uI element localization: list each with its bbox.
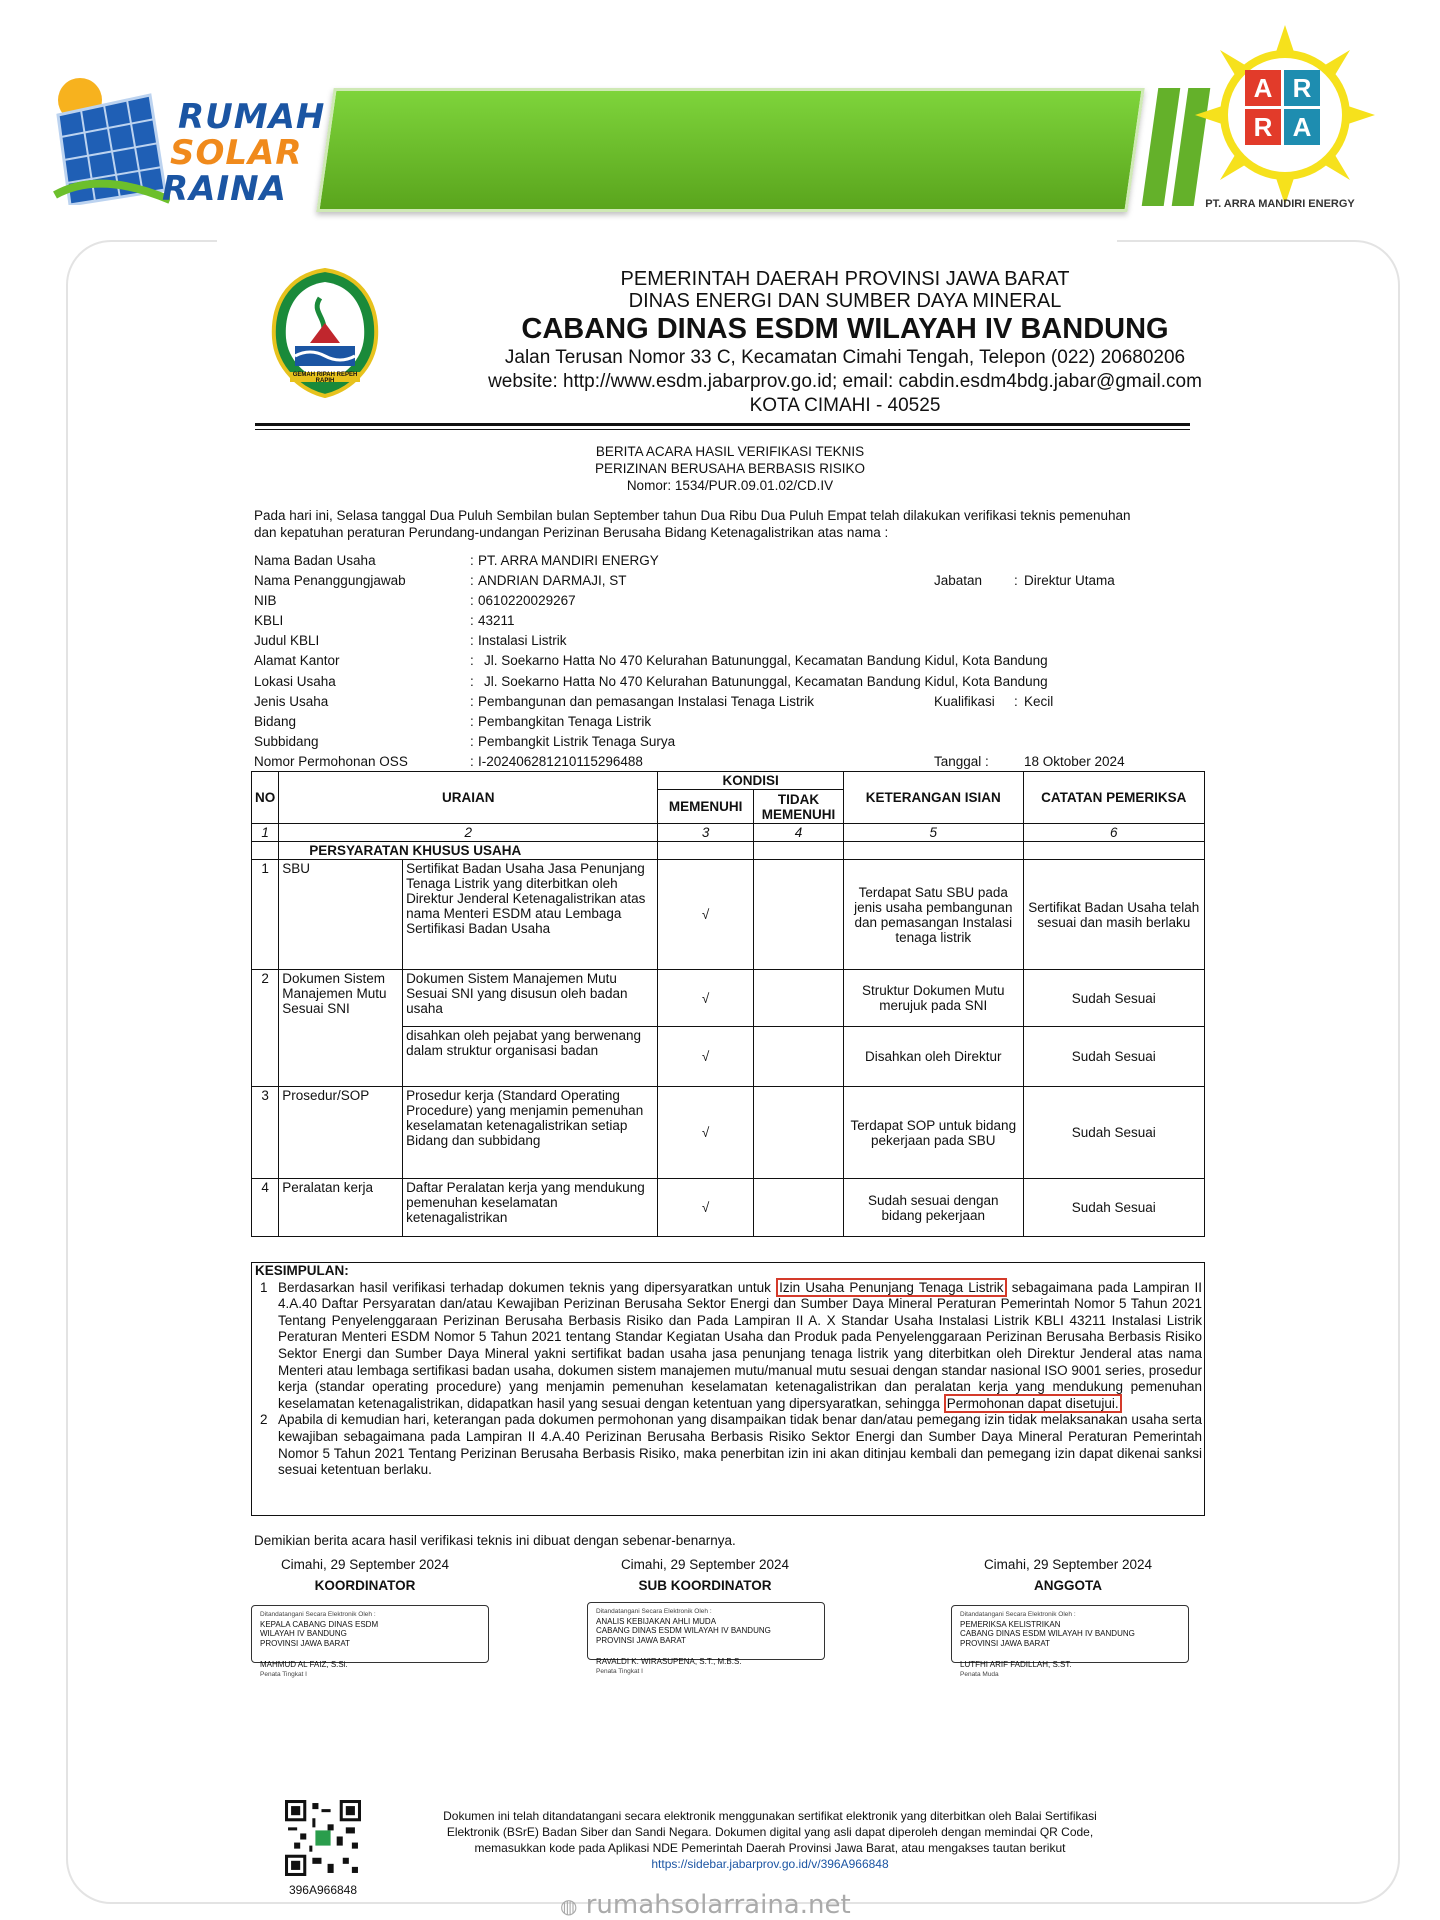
field-label: Bidang	[254, 714, 297, 729]
verification-link[interactable]: https://sidebar.jabarprov.go.id/v/396A966848	[651, 1857, 889, 1871]
arra-letter: A	[1245, 70, 1281, 106]
qr-code-id: 396A966848	[288, 1883, 358, 1897]
field-extra-value: 18 Oktober 2024	[1024, 754, 1125, 769]
header-uraian: URAIAN	[279, 772, 658, 824]
signature-role: KOORDINATOR	[314, 1578, 416, 1593]
column-number: 4	[754, 824, 844, 842]
field-value: Instalasi Listrik	[478, 633, 567, 648]
field-extra-label: Kualifikasi	[934, 694, 995, 709]
header-catatan: CATATAN PEMERIKSA	[1023, 772, 1204, 824]
field-row: Nama Badan Usaha : PT. ARRA MANDIRI ENERGY	[254, 553, 659, 568]
check-mark: √	[658, 1179, 754, 1237]
esign-rank: Penata Muda	[960, 1670, 999, 1678]
header-memenuhi: MEMENUHI	[658, 790, 754, 824]
globe-icon: ◍	[560, 1894, 578, 1918]
esign-line: CABANG DINAS ESDM WILAYAH IV BANDUNG	[596, 1626, 771, 1635]
row-number: 3	[252, 1087, 279, 1179]
arra-letter: R	[1284, 70, 1320, 106]
row-description: disahkan oleh pejabat yang berwenang dalam struktur organisasi badan	[403, 1027, 658, 1087]
field-value: Jl. Soekarno Hatta No 470 Kelurahan Batununggal, Kecamatan Bandung Kidul, Kota Bandung	[484, 674, 1048, 689]
arra-letter: A	[1284, 109, 1320, 145]
letterhead-website: website: http://www.esdm.jabarprov.go.id; email: cabdin.esdm4bdg.jabar@gmail.com	[488, 371, 1202, 392]
row-keterangan: Sudah sesuai dengan bidang pekerjaan	[844, 1179, 1024, 1237]
field-row: Judul KBLI : Instalasi Listrik	[254, 633, 567, 648]
footer-notice	[400, 1808, 1140, 1872]
row-catatan: Sudah Sesuai	[1023, 970, 1204, 1027]
header-tidak-memenuhi: TIDAK MEMENUHI	[754, 790, 844, 824]
e-signature-box	[951, 1605, 1189, 1678]
emblem-motto: GEMAH RIPAH REPEH RAPIH	[292, 372, 358, 384]
letterhead-city: KOTA CIMAHI - 40525	[749, 395, 941, 416]
row-name: SBU	[279, 860, 403, 970]
field-value: ANDRIAN DARMAJI, ST	[478, 573, 627, 588]
esign-line: PROVINSI JAWA BARAT	[960, 1638, 1050, 1648]
letterhead-line-2: DINAS ENERGI DAN SUMBER DAYA MINERAL	[628, 290, 1062, 312]
signature-date: Cimahi, 29 September 2024	[620, 1557, 790, 1572]
watermark	[560, 1890, 920, 1920]
header-kondisi: KONDISI	[658, 772, 844, 790]
arra-letter: R	[1245, 109, 1281, 145]
row-keterangan: Disahkan oleh Direktur	[844, 1027, 1024, 1087]
field-label: KBLI	[254, 613, 284, 628]
esign-line: WILAYAH IV BANDUNG	[260, 1629, 347, 1638]
field-value: 0610220029267	[478, 593, 576, 608]
field-row: Nomor Permohonan OSS : I-202406281210115296488 Tanggal : 18 Oktober 2024	[254, 754, 1125, 769]
field-value: 43211	[478, 613, 515, 628]
conclusion-text: Apabila di kemudian hari, keterangan pada dokumen permohonan yang disampaikan tidak benar dan/atau pemegang izin tidak melaksanakan usaha serta kewajiban sebagaimana pada Lampiran II 4.A.40 Perizinan Berusaha Berbasis Risiko Sektor Energi dan Sumber Daya Mineral Peraturan Pemerintah Nomor 5 Tahun 2021 Tentang Perizinan Berusaha Berbasis Risiko, maka penerbitan izin ini akan ditinjau kembali dan pemegang izin dapat dikenai sanksi sesuai ketentuan berlaku.	[278, 1412, 1202, 1478]
field-value: Pembangunan dan pemasangan Instalasi Tenaga Listrik	[478, 694, 814, 709]
report-number: Nomor: 1534/PUR.09.01.02/CD.IV	[626, 478, 834, 493]
field-row: Alamat Kantor : Jl. Soekarno Hatta No 470 Kelurahan Batununggal, Kecamatan Bandung Kidul, Kota Bandung	[254, 653, 1048, 668]
field-label: NIB	[254, 593, 277, 608]
signature-date: Cimahi, 29 September 2024	[280, 1557, 450, 1572]
field-row: Jenis Usaha : Pembangunan dan pemasangan Instalasi Tenaga Listrik Kualifikasi : Kecil	[254, 694, 1054, 709]
field-row: NIB : 0610220029267	[254, 593, 576, 608]
jawa-barat-emblem	[270, 268, 380, 398]
row-description: Dokumen Sistem Manajemen Mutu Sesuai SNI yang disusun oleh badan usaha	[403, 970, 658, 1027]
letterhead	[430, 268, 1260, 418]
field-value: I-202406281210115296488	[478, 754, 643, 769]
esign-line: ANALIS KEBIJAKAN AHLI MUDA	[596, 1616, 717, 1626]
check-mark: √	[658, 1027, 754, 1087]
brand-line-3: RAINA	[162, 169, 287, 209]
field-value: Pembangkit Listrik Tenaga Surya	[478, 734, 676, 749]
signature-role: ANGGOTA	[1034, 1578, 1102, 1593]
check-mark: √	[658, 860, 754, 970]
watermark-text: rumahsolarraina.net	[585, 1890, 851, 1920]
report-title	[430, 443, 1030, 494]
qr-code	[285, 1800, 361, 1876]
table-row	[252, 1087, 1205, 1179]
field-label: Judul KBLI	[254, 633, 320, 648]
esign-name: RAVALDI K. WIRASUPENA, S.T., M.B.S.	[596, 1657, 742, 1666]
row-number: 2	[252, 970, 279, 1087]
table-row	[252, 1179, 1205, 1237]
field-row: Bidang : Pembangkitan Tenaga Listrik	[254, 714, 652, 729]
field-row: Subbidang : Pembangkit Listrik Tenaga Surya	[254, 734, 676, 749]
e-signature-box	[587, 1602, 825, 1675]
esign-line: PROVINSI JAWA BARAT	[260, 1638, 350, 1648]
highlight-izin-usaha: Izin Usaha Penunjang Tenaga Listrik	[776, 1278, 1006, 1297]
signature-sub-koordinator	[575, 1557, 835, 1593]
arra-logo	[1190, 20, 1380, 210]
brand-line-2: SOLAR	[170, 133, 303, 173]
row-keterangan: Terdapat Satu SBU pada jenis usaha pembangunan dan pemasangan Instalasi tenaga listrik	[844, 860, 1024, 970]
row-description: Daftar Peralatan kerja yang mendukung pemenuhan keselamatan ketenagalistrikan	[403, 1179, 658, 1237]
frame-topband	[217, 228, 1117, 250]
row-keterangan: Struktur Dokumen Mutu merujuk pada SNI	[844, 970, 1024, 1027]
column-number: 5	[844, 824, 1024, 842]
row-catatan: Sudah Sesuai	[1023, 1179, 1204, 1237]
field-label: Lokasi Usaha	[254, 674, 336, 689]
letterhead-title: CABANG DINAS ESDM WILAYAH IV BANDUNG	[521, 313, 1169, 345]
row-catatan: Sertifikat Badan Usaha telah sesuai dan masih berlaku	[1023, 860, 1204, 970]
field-row: Lokasi Usaha : Jl. Soekarno Hatta No 470 Kelurahan Batununggal, Kecamatan Bandung Kidul, Kota Bandung	[254, 674, 1048, 689]
section-title: PERSYARATAN KHUSUS USAHA	[279, 842, 658, 860]
intro-paragraph	[254, 507, 1214, 541]
field-value: Pembangkitan Tenaga Listrik	[478, 714, 652, 729]
field-extra-label: Jabatan	[934, 573, 983, 588]
signature-koordinator	[235, 1557, 495, 1593]
table-row	[252, 860, 1205, 970]
row-number: 4	[252, 1179, 279, 1237]
column-number: 3	[658, 824, 754, 842]
letterhead-line-1: PEMERINTAH DAERAH PROVINSI JAWA BARAT	[620, 268, 1070, 290]
table-row	[252, 970, 1205, 1027]
row-catatan: Sudah Sesuai	[1023, 1027, 1204, 1087]
esign-name: LUTFHI ARIF FADILLAH, S.ST.	[960, 1660, 1072, 1669]
intro-line-2: dan kepatuhan peraturan Perundang-undangan Perizinan Berusaha Bidang Ketenagalistrikan atas nama :	[254, 525, 889, 540]
arra-caption: PT. ARRA MANDIRI ENERGY	[1205, 198, 1355, 210]
letterhead-rule-thin	[255, 429, 1190, 430]
verification-table	[251, 771, 1205, 1237]
intro-line-1: Pada hari ini, Selasa tanggal Dua Puluh Sembilan bulan September tahun Dua Ribu Dua Puluh Empat telah dilakukan verifikasi teknis pemenuhan	[254, 508, 1131, 523]
esign-rank: Penata Tingkat I	[596, 1667, 643, 1675]
letterhead-address: Jalan Terusan Nomor 33 C, Kecamatan Cimahi Tengah, Telepon (022) 20680206	[504, 347, 1186, 368]
field-label: Subbidang	[254, 734, 319, 749]
signature-role: SUB KOORDINATOR	[638, 1578, 772, 1593]
esign-label: Ditandatangani Secara Elektronik Oleh :	[260, 1611, 376, 1618]
conclusion-text: sebagaimana pada Lampiran II 4.A.40 Daftar Persyaratan dan/atau Kewajiban Perizinan Berusaha Sektor Energi dan Sumber Daya Mineral Peraturan Pemerintah Nomor 5 Tahun 2021 Tentang Penyelenggaraan Perizinan Berusaha Berbasis Risiko dan Pada Lampiran II A. X Standar Usaha Instalasi Listrik KBLI 43211 Instalasi Listrik Peraturan Menteri ESDM Nomor 5 Tahun 2021 tentang Standar Kegiatan Usaha dan Produk pada Penyelenggaraan Perizinan Berusaha Berbasis Risiko Sektor Energi dan Sumber Daya Mineral yakni sertifikat badan usaha jasa penunjang tenaga listrik yang diterbitkan oleh Direktur Jenderal atas nama Menteri atau lembaga sertifikasi badan usaha, dokumen sistem manajemen mutu/manual mutu sesuai dengan standar nasional ISO 9001 series, prosedur kerja (standar operating procedure) yang menjamin pemenuhan keselamatan ketenagalistrikan dan peralatan kerja yang mendukung pemenuhan keselamatan ketenagalistrikan, didapatkan hasil yang sesuai dengan ketentuan yang dipersyaratkan, sehingga	[278, 1279, 1202, 1411]
check-mark: √	[658, 970, 754, 1027]
row-keterangan: Terdapat SOP untuk bidang pekerjaan pada SBU	[844, 1087, 1024, 1179]
green-banner	[316, 88, 1144, 212]
esign-line: KEPALA CABANG DINAS ESDM	[260, 1619, 379, 1629]
signature-anggota	[938, 1557, 1198, 1593]
conclusion-box	[251, 1262, 1205, 1516]
column-number: 2	[279, 824, 658, 842]
footer-line: Elektronik (BSrE) Badan Siber dan Sandi Negara. Dokumen digital yang asli dapat diperoleh dengan memindai QR Code,	[446, 1825, 1094, 1839]
conclusion-title: KESIMPULAN:	[255, 1263, 349, 1278]
esign-rank: Penata Tingkat I	[260, 1670, 307, 1678]
esign-name: MAHMUD AL FAIZ, S.Si.	[260, 1660, 348, 1669]
header-no: NO	[252, 772, 279, 824]
rumah-solar-raina-logo	[50, 75, 350, 215]
field-label: Nomor Permohonan OSS	[254, 754, 408, 769]
highlight-permohonan-disetujui: Permohonan dapat disetujui.	[944, 1394, 1122, 1413]
field-extra-value: Kecil	[1024, 694, 1054, 709]
conclusion-item: 2 Apabila di kemudian hari, keterangan pada dokumen permohonan yang disampaikan tidak benar dan/atau pemegang izin tidak melaksanakan usaha serta kewajiban sebagaimana pada Lampiran II 4.A.40 Perizinan Berusaha Berbasis Risiko Sektor Energi dan Sumber Daya Mineral Peraturan Pemerintah Nomor 5 Tahun 2021 Tentang Perizinan Berusaha Berbasis Risiko, maka penerbitan izin ini akan ditinjau kembali dan pemegang izin dapat dikenai sanksi sesuai ketentuan berlaku.	[260, 1412, 1202, 1478]
report-title-line-1: BERITA ACARA HASIL VERIFIKASI TEKNIS	[595, 444, 865, 459]
field-extra-label: Tanggal :	[934, 754, 989, 769]
field-row: KBLI : 43211	[254, 613, 515, 628]
e-signature-box	[251, 1605, 489, 1678]
esign-line: PROVINSI JAWA BARAT	[596, 1635, 686, 1645]
footer-line: memasukkan kode pada Aplikasi NDE Pemerintah Daerah Provinsi Jawa Barat, atau mengakses tautan berikut	[474, 1841, 1066, 1855]
closing-statement: Demikian berita acara hasil verifikasi teknis ini dibuat dengan sebenar-benarnya.	[254, 1533, 736, 1548]
solar-panel-icon	[50, 75, 170, 205]
row-catatan: Sudah Sesuai	[1023, 1087, 1204, 1179]
conclusion-item: 1 Berdasarkan hasil verifikasi terhadap dokumen teknis yang dipersyaratkan untuk Izin Usaha Penunjang Tenaga Listrik sebagaimana pada Lampiran II 4.A.40 Daftar Persyaratan dan/atau Kewajiban Perizinan Berusaha Sektor Energi dan Sumber Daya Mineral Peraturan Pemerintah Nomor 5 Tahun 2021 Tentang Penyelenggaraan Perizinan Berusaha Berbasis Risiko dan Pada Lampiran II A. X Standar Usaha Instalasi Listrik KBLI 43211 Instalasi Listrik Peraturan Menteri ESDM Nomor 5 Tahun 2021 tentang Standar Kegiatan Usaha dan Produk pada Penyelenggaraan Perizinan Berusaha Berbasis Risiko Sektor Energi dan Sumber Daya Mineral yakni sertifikat badan usaha jasa penunjang tenaga listrik yang diterbitkan oleh Direktur Jenderal atas nama Menteri atau lembaga sertifikasi badan usaha, dokumen sistem manajemen mutu/manual mutu sesuai dengan standar nasional ISO 9001 series, prosedur kerja (standar operating procedure) yang menjamin pemenuhan keselamatan ketenagalistrikan dan peralatan kerja yang mendukung pemenuhan keselamatan ketenagalistrikan, didapatkan hasil yang sesuai dengan ketentuan yang dipersyaratkan, sehingga Permohonan dapat disetujui.	[260, 1279, 1202, 1411]
field-value: PT. ARRA MANDIRI ENERGY	[478, 553, 659, 568]
field-label: Jenis Usaha	[254, 694, 329, 709]
esign-label: Ditandatangani Secara Elektronik Oleh :	[960, 1611, 1076, 1618]
row-description: Prosedur kerja (Standard Operating Procedure) yang menjamin pemenuhan keselamatan ketenagalistrikan setiap Bidang dan subbidang	[403, 1087, 658, 1179]
footer-line: Dokumen ini telah ditandatangani secara elektronik menggunakan sertifikat elektronik yang diterbitkan oleh Balai Sertifikasi	[443, 1809, 1097, 1823]
field-label: Nama Penanggungjawab	[254, 573, 406, 588]
report-title-line-2: PERIZINAN BERUSAHA BERBASIS RISIKO	[594, 461, 866, 476]
brand-line-1: RUMAH	[178, 97, 326, 137]
row-number: 1	[252, 860, 279, 970]
column-number: 6	[1023, 824, 1204, 842]
row-description: Sertifikat Badan Usaha Jasa Penunjang Tenaga Listrik yang diterbitkan oleh Direktur Jenderal Ketenagalistrikan atas nama Menteri ESDM atau Lembaga Sertifikasi Badan Usaha	[403, 860, 658, 970]
header-keterangan: KETERANGAN ISIAN	[844, 772, 1024, 824]
row-name: Peralatan kerja	[279, 1179, 403, 1237]
row-name: Prosedur/SOP	[279, 1087, 403, 1179]
check-mark: √	[658, 1087, 754, 1179]
esign-line: CABANG DINAS ESDM WILAYAH IV BANDUNG	[960, 1629, 1135, 1638]
signature-date: Cimahi, 29 September 2024	[983, 1557, 1153, 1572]
column-number: 1	[252, 824, 279, 842]
esign-label: Ditandatangani Secara Elektronik Oleh :	[596, 1608, 712, 1615]
letterhead-rule	[255, 423, 1190, 426]
field-label: Alamat Kantor	[254, 653, 340, 668]
field-value: Jl. Soekarno Hatta No 470 Kelurahan Batununggal, Kecamatan Bandung Kidul, Kota Bandung	[484, 653, 1048, 668]
field-extra-value: Direktur Utama	[1024, 573, 1115, 588]
field-row: Nama Penanggungjawab : ANDRIAN DARMAJI, ST Jabatan : Direktur Utama	[254, 573, 1115, 588]
row-name: Dokumen Sistem Manajemen Mutu Sesuai SNI	[279, 970, 403, 1087]
conclusion-text: Berdasarkan hasil verifikasi terhadap dokumen teknis yang dipersyaratkan untuk	[278, 1279, 771, 1295]
field-label: Nama Badan Usaha	[254, 553, 376, 568]
esign-line: PEMERIKSA KELISTRIKAN	[960, 1619, 1061, 1629]
